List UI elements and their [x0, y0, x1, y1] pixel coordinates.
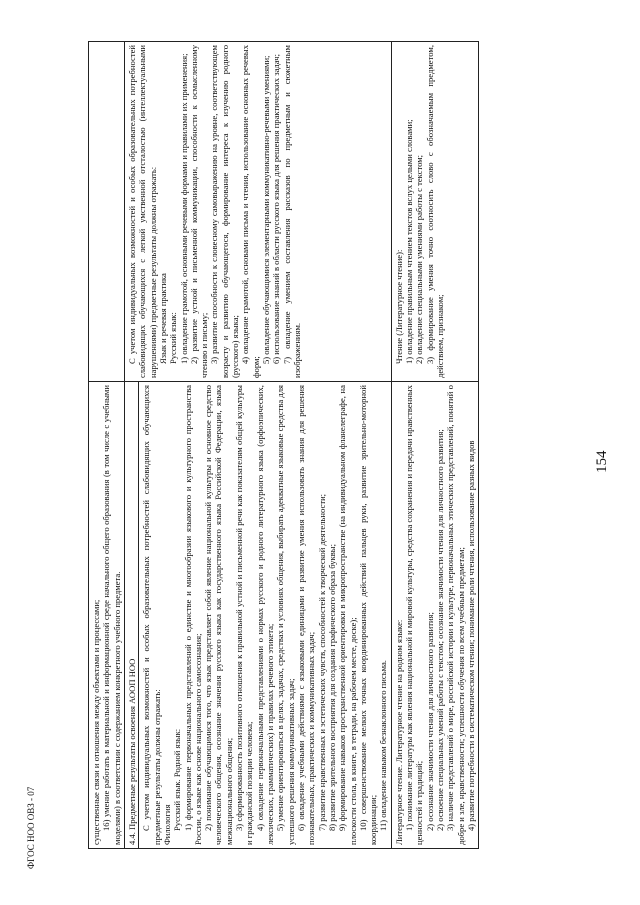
subject-label: Русский язык. Родной язык:: [172, 728, 183, 831]
subject-label: Чтение (Литературное чтение):: [393, 249, 404, 365]
list-item: 1) овладение правильным чтением текстов вслух целыми словами;: [404, 119, 415, 365]
list-item: 2) осознание значимости чтения для личностного развития;: [424, 612, 435, 831]
table-row: [89, 42, 125, 849]
subject-area-label: Филология: [161, 804, 172, 845]
results-table: [88, 41, 479, 849]
list-item: 2) освоение специальных умений работы с текстом; осознание значимости чтения для личностного развития;: [435, 429, 445, 831]
list-item: 4) овладение грамотой, основами письма и чтения, использование основных речевых форм;: [240, 45, 261, 379]
footer-code: ФГОС НОО ОВЗ - 07: [26, 786, 36, 869]
subject-label: Русский язык:: [168, 312, 179, 365]
list-item: 4) развитие потребности в систематическом чтении; понимание роли чтения, использование разных видов: [465, 440, 476, 831]
row2-left-cell: [124, 382, 391, 849]
list-item: 1) овладение грамотой, основными речевыми формами и правилами их применения;: [178, 53, 189, 365]
list-item: 8) развитие зрительного восприятия для создания графического образа буквы;: [326, 544, 337, 831]
list-item: 4) овладение первоначальными представлениями о нормах русского и родного литературного языка (орфоэпических, лексических, грамматических) и правилах речевого этикета;: [254, 385, 275, 845]
list-item: 7) овладение умением составления рассказов по предметным и сюжетным изображениям.: [281, 45, 302, 379]
list-item: 1) формирование первоначальных представлений о единстве и многообразии языкового и культурного пространства России, о языке как основе национального самосознания;: [182, 385, 203, 845]
list-item: 6) овладение учебными действиями с языковыми единицами и развитие умения использовать знания для решения познавательных, практических и коммуникативных задач;: [295, 385, 317, 845]
list-item: 5) умение ориентироваться в целях, задачах, средствах и условиях общения, выбирать адекватные языковые средства для успешного решения коммуникативных задач;: [275, 385, 296, 845]
page-number: 154: [594, 450, 610, 473]
table-row: [124, 42, 391, 849]
list-item: 9) формирование навыков пространственной ориентировки в микропространстве (на индивидуальном фланелеграфе, на плоскости стола, в книге, в тетради, на рабочем месте, доске);: [337, 385, 358, 845]
list-item: 2) развитие устной и письменной коммуникации, способности к осмысленному чтению и письму;: [188, 45, 210, 379]
list-item: 3) сформированность позитивного отношения к правильной устной и письменной речи как показателям общей культуры и гражданской позиции человека;: [234, 385, 255, 845]
list-item: 3) формирование умения точно соотносить слово с обозначаемым предметом, действием, признаком;: [424, 45, 445, 379]
paragraph: С учетом индивидуальных возможностей и особых образовательных потребностей слабовидящих обучающихся с легкой умственной отсталостью (интеллектуальными нарушениями) предметные результаты должны отражать:: [126, 45, 158, 379]
list-item: 2) понимание обучающимися того, что язык представляет собой явление национальной культуры и основное средство человеческого общения, осознание значения русского языка как государственного языка Российской Федерации, языка межнационального общения;: [203, 385, 234, 845]
row3-left-cell: [391, 382, 479, 849]
section-heading: 4.4. Предметные результаты освоения АООП НОО: [127, 382, 139, 848]
paragraph: существенные связи и отношения между объектами и процессами;: [91, 599, 101, 845]
list-item: 6) использование знаний в области русского языка для решения практических задач;: [271, 54, 282, 365]
subject-area-label: Язык и речевая практика: [157, 273, 168, 365]
list-item: 7) развитие нравственных и эстетических чувств, способностей к творческой деятельности;: [316, 493, 327, 831]
row1-right-cell: [89, 42, 125, 382]
paragraph: С учетом индивидуальных возможностей и особых образовательных потребностей слабовидящих обучающихся предметные результаты должны отражать:: [141, 385, 162, 845]
list-item: 3) развитие способности к словесному самовыражению на уровне, соответствующем возрасту и развитию обучающегося, формирование интереса к изучению родного (русского) языка;: [209, 45, 241, 379]
list-item: 1) понимание литературы как явления национальной и мировой культуры, средства сохранения и передачи нравственных ценностей и традиций;: [404, 385, 425, 845]
list-item: 11) овладение навыком безнаклонного письма.: [378, 660, 389, 831]
subject-label: Литературное чтение. Литературное чтение на родном языке:: [393, 619, 404, 845]
row2-right-cell: [124, 42, 391, 382]
list-item: 10) совершенствование мелких точных координированных действий пальцев руки, развитие зрительно-моторной координации;: [357, 385, 379, 845]
list-item: 2) овладение специальными умениями работы с текстом;: [414, 154, 425, 365]
paragraph: 16) умение работать в материальной и информационной среде начального общего образования (в том числе с учебными моделями) в соответствии с содержанием конкретного учебного предмета.: [101, 385, 122, 845]
list-item: 3) наличие представлений о мире, российской истории и культуре, первоначальных этических представлений, понятий о добре и зле, нравственности; успешности обучения по всем учебным предметам;: [445, 385, 466, 845]
row1-left-cell: [89, 382, 125, 849]
row3-right-cell: [391, 42, 479, 382]
table-row: [391, 42, 479, 849]
list-item: 5) овладение обучающимися элементарными коммуникативно-речевыми умениями;: [261, 55, 271, 365]
